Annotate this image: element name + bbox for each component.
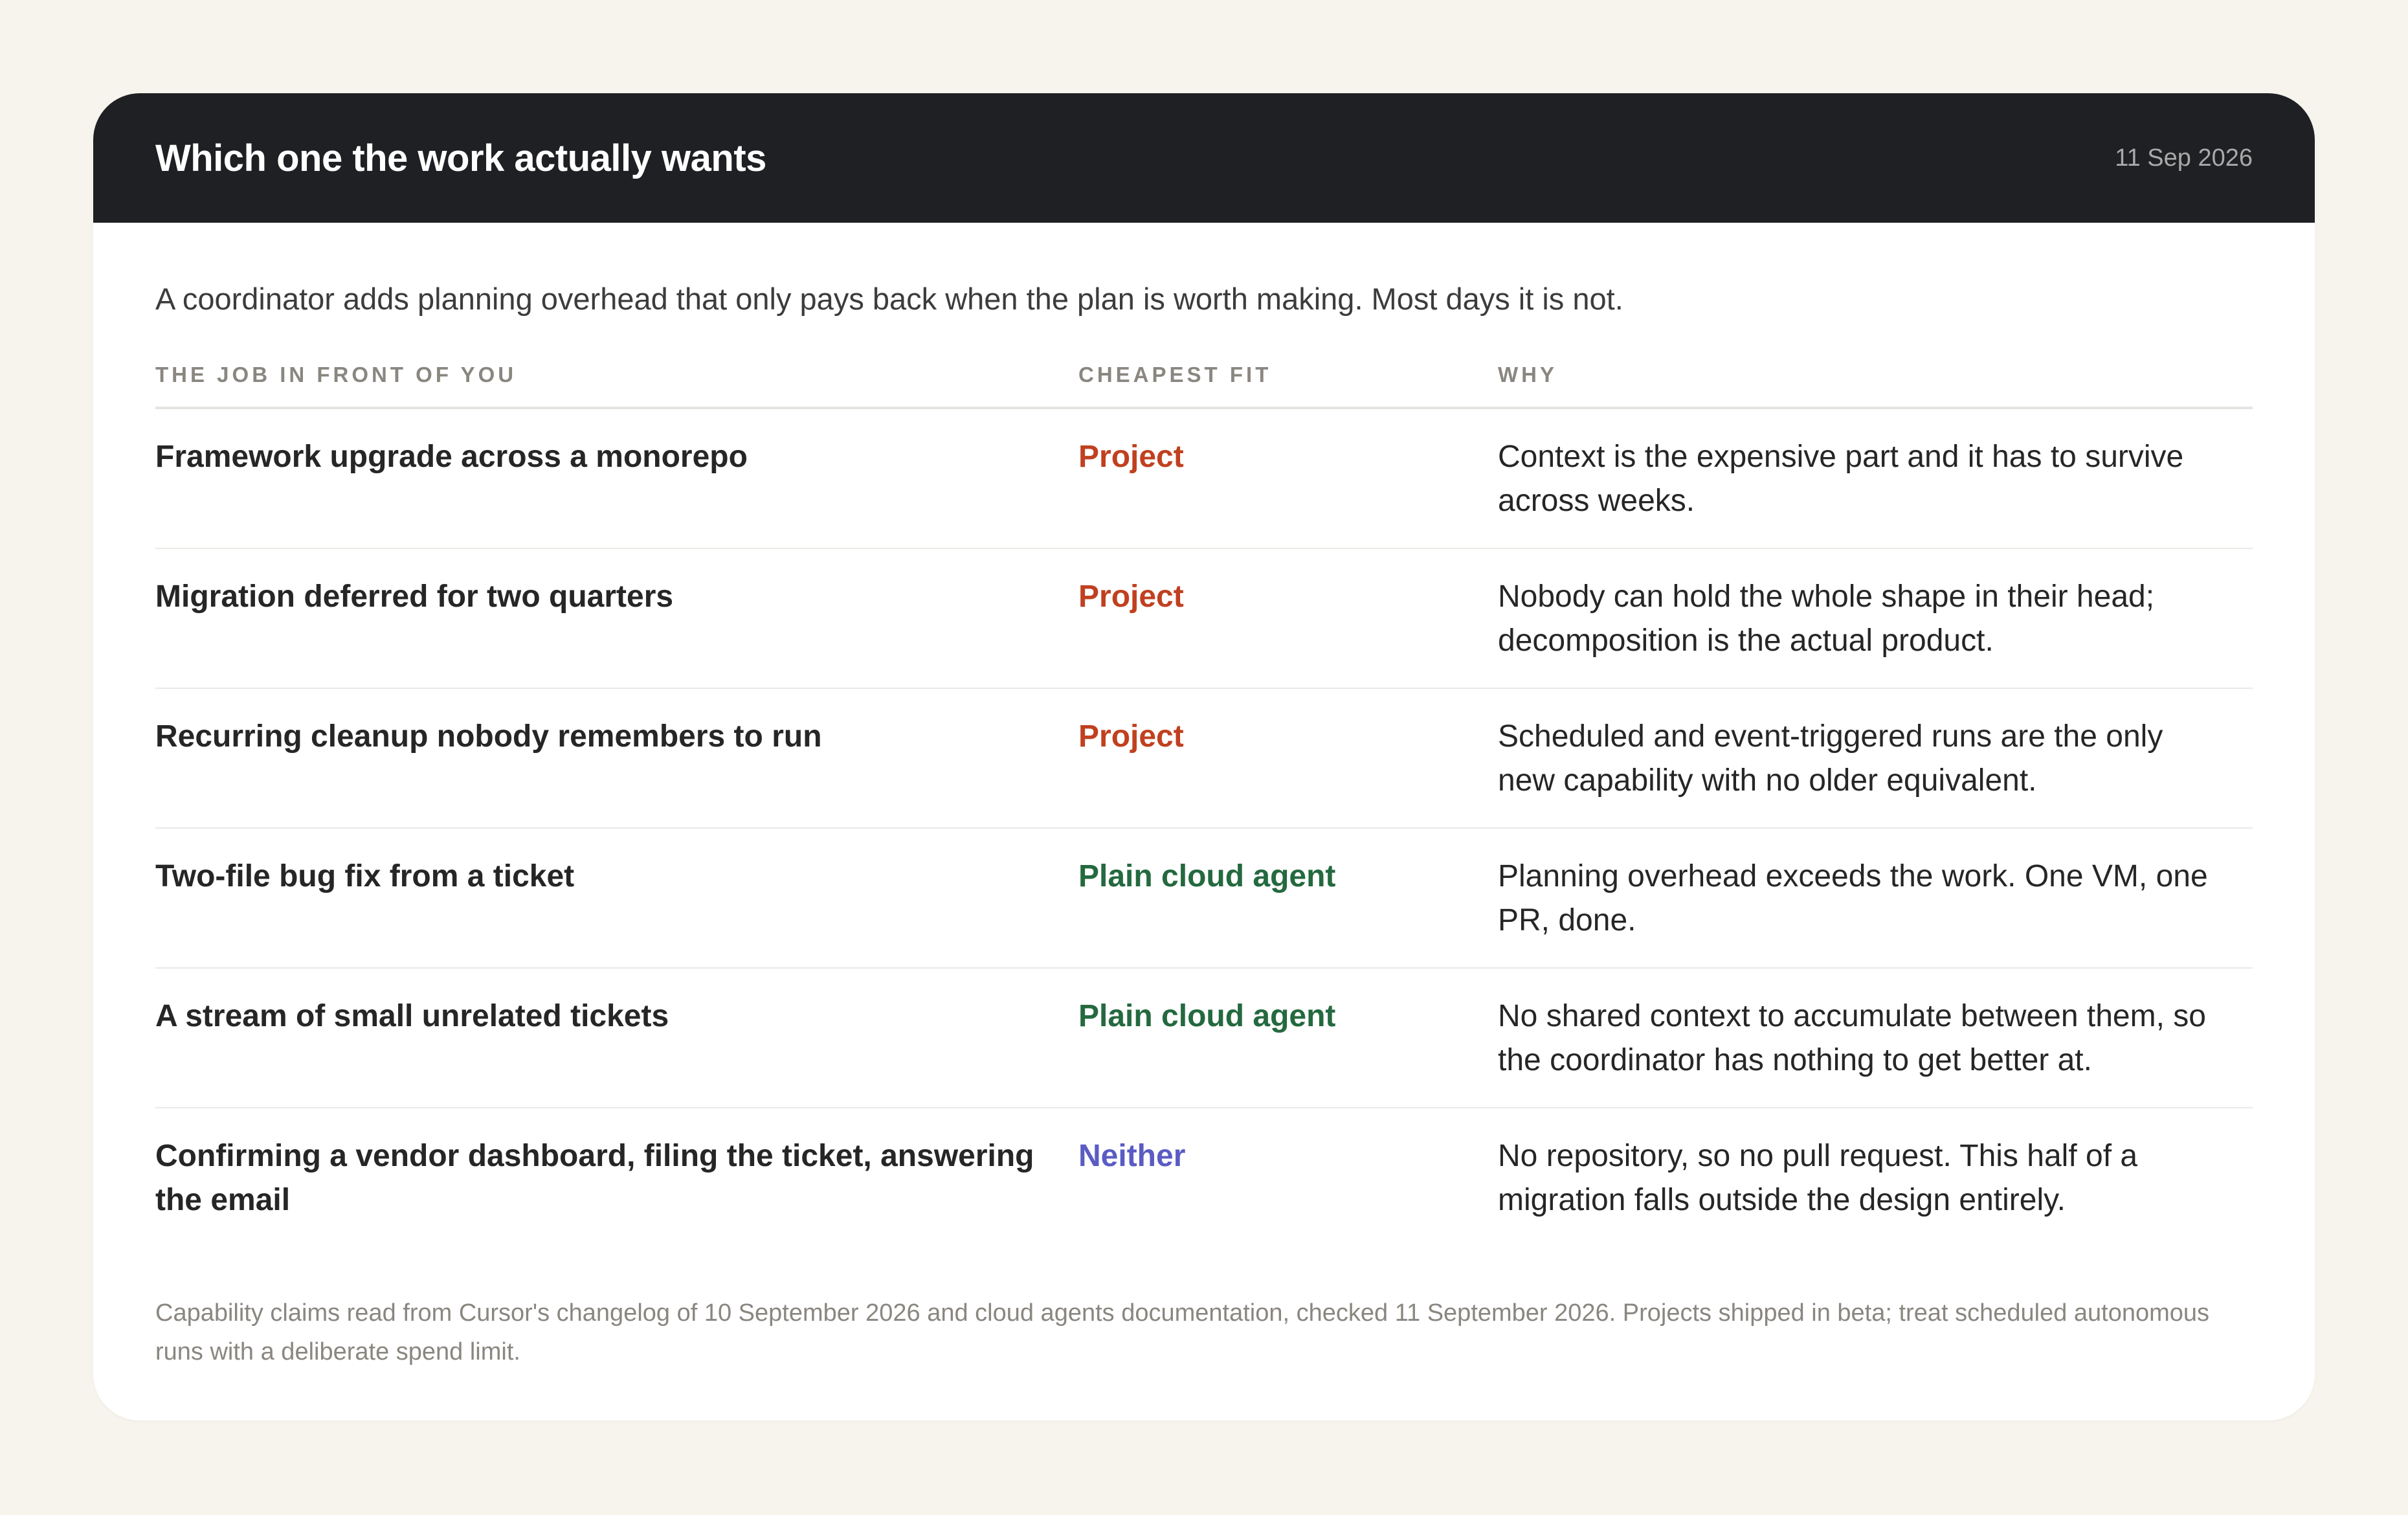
- card-header: [93, 93, 2315, 223]
- fit-cell: Neither: [1078, 1139, 1186, 1174]
- table-row: [155, 1108, 2253, 1247]
- card-title: Which one the work actually wants: [155, 137, 766, 179]
- table-row: [155, 548, 2253, 688]
- fit-cell: Plain cloud agent: [1078, 968, 1498, 1108]
- why-cell: No shared context to accumulate between them, so the coordinator has nothing to get better at.: [1498, 968, 2253, 1108]
- job-cell: Migration deferred for two quarters: [155, 548, 1078, 688]
- why-cell: Nobody can hold the whole shape in their head; decomposition is the actual product.: [1498, 548, 2253, 688]
- fit-cell: Plain cloud agent: [1078, 828, 1498, 968]
- job-cell: Confirming a vendor dashboard, filing the ticket, answering the email: [155, 1139, 1034, 1218]
- job-cell: Framework upgrade across a monorepo: [155, 408, 1078, 548]
- why-cell: Planning overhead exceeds the work. One VM, one PR, done.: [1498, 828, 2253, 968]
- column-header-job: THE JOB IN FRONT OF YOU: [155, 363, 1078, 408]
- intro-text: A coordinator adds planning overhead that only pays back when the plan is worth making. Most days it is not.: [155, 282, 1623, 316]
- why-cell: No repository, so no pull request. This half of a migration falls outside the design entirely.: [1498, 1139, 2138, 1218]
- footnote: Capability claims read from Cursor's changelog of 10 September 2026 and cloud agents documentation, checked 11 September 2026. Projects shipped in beta; treat scheduled autonomous runs with a deliberate spend limit.: [155, 1299, 2210, 1366]
- fit-cell: Project: [1078, 688, 1498, 828]
- job-cell: Recurring cleanup nobody remembers to run: [155, 688, 1078, 828]
- column-header-why: WHY: [1498, 363, 2253, 408]
- job-cell: Two-file bug fix from a ticket: [155, 828, 1078, 968]
- job-cell: A stream of small unrelated tickets: [155, 968, 1078, 1108]
- card-date: 11 Sep 2026: [2115, 144, 2253, 172]
- table-row: [155, 968, 2253, 1108]
- fit-table: [155, 363, 2253, 1247]
- fit-cell: Project: [1078, 548, 1498, 688]
- comparison-card: [93, 93, 2315, 1420]
- why-cell: Scheduled and event-triggered runs are the only new capability with no older equivalent.: [1498, 688, 2253, 828]
- table-row: [155, 828, 2253, 968]
- fit-cell: Project: [1078, 408, 1498, 548]
- why-cell: Context is the expensive part and it has to survive across weeks.: [1498, 408, 2253, 548]
- table-header-row: [155, 363, 2253, 408]
- table-row: [155, 688, 2253, 828]
- column-header-fit: CHEAPEST FIT: [1078, 363, 1498, 408]
- table-row: [155, 408, 2253, 548]
- card-body: [93, 223, 2315, 1371]
